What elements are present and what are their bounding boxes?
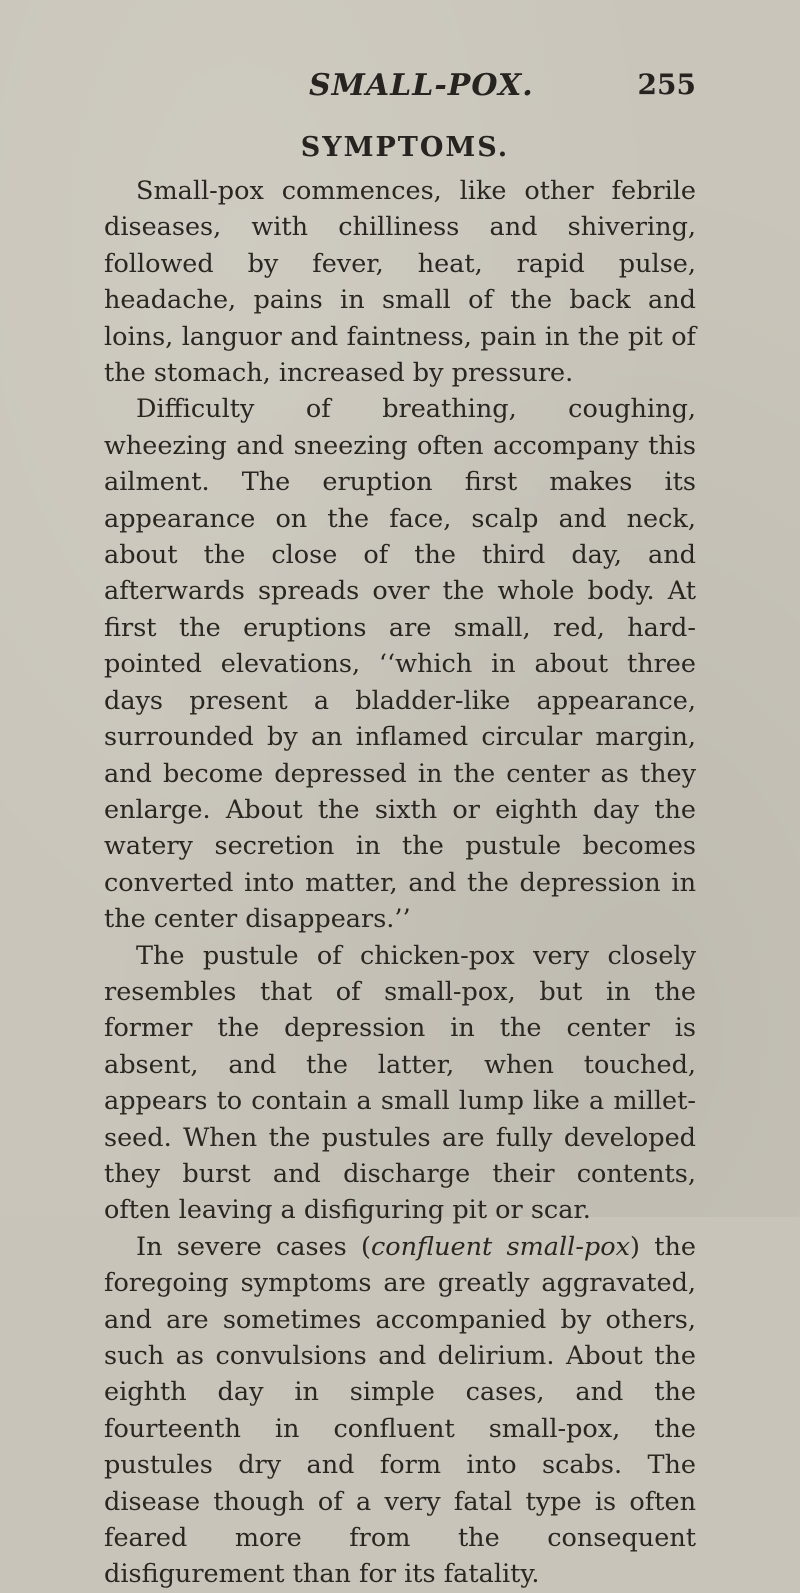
confluent-small-pox-term: confluent small-pox: [371, 1231, 630, 1262]
paragraph-chicken-pox-comparison: The pustule of chicken-pox very closely resembles that of small-pox, but in the former the depression in the center is absent, and the latter, when touched, appears to contain a small lump like a millet-seed. When the pustules are fully developed they burst and discharge their contents, often leaving a disfiguring pit or scar.: [104, 940, 696, 1226]
section-heading: SYMPTOMS.: [300, 132, 510, 163]
paragraph-severe-cases: [104, 1229, 696, 1593]
running-title: SMALL-POX.: [309, 68, 534, 103]
page-number: 255: [637, 68, 696, 101]
running-header: [104, 68, 696, 132]
severe-cases-text-before: In severe cases (: [136, 1231, 371, 1262]
paragraph-onset: Small-pox commences, like other febrile diseases, with chilliness and shivering, followed by fever, heat, rapid pulse, headache, pains in small of the back and loins, languor and faintness, pain in the pit of the stomach, increased by pressure.: [104, 176, 696, 389]
severe-cases-text-after: ) the foregoing symptoms are greatly aggravated, and are sometimes accompanied by others, such as convulsions and delirium. About the eighth day in simple cases, and the fourteenth in confluent small-pox, the pustules dry and form into scabs. The disease though of a very fatal type is often feared more from the consequent disfigurement than for its fatality.: [104, 1231, 696, 1590]
paragraph-eruption: Difficulty of breathing, coughing, wheezing and sneezing often accompany this ailment. The eruption first makes its appearance on the face, scalp and neck, about the close of the third day, and afterwards spreads over the whole body. At first the eruptions are small, red, hard-pointed elevations, ‘‘which in about three days present a bladder-like appearance, surrounded by an inflamed circular margin, and become depressed in the center as they enlarge. About the sixth or eighth day the watery secretion in the pustule becomes converted into matter, and the depression in the center disappears.’’: [104, 394, 696, 935]
